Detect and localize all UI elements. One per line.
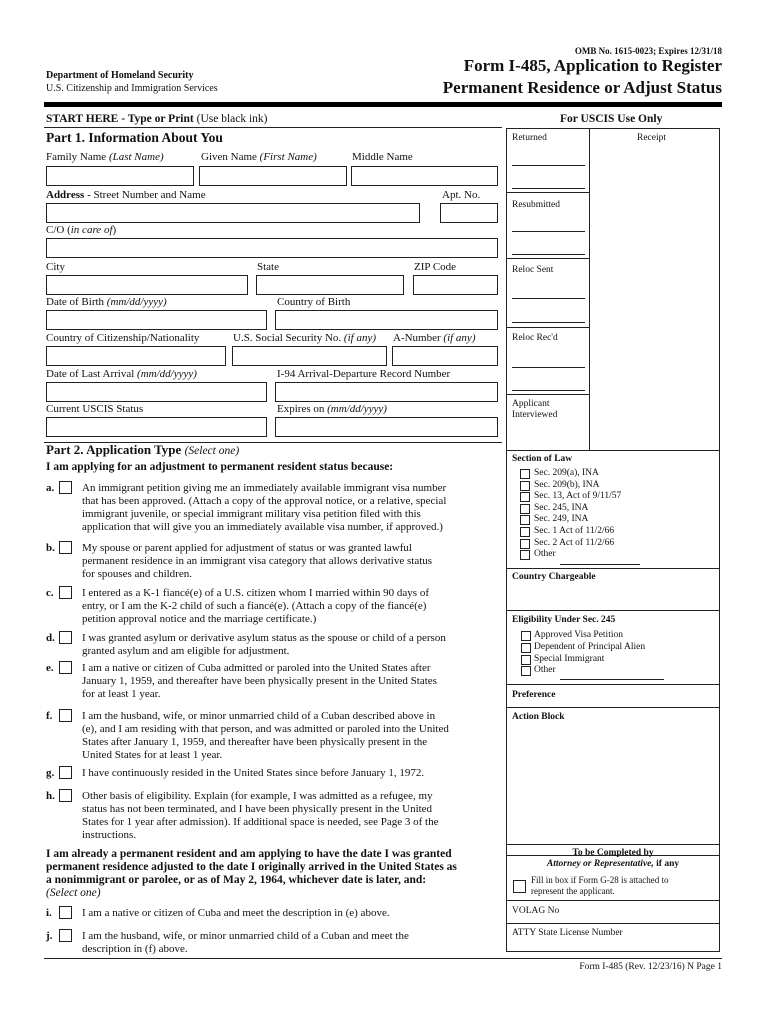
reloc-recd-line-1	[512, 367, 585, 368]
part2-select: (Select one)	[184, 445, 240, 457]
resubmitted-label: Resubmitted	[512, 200, 561, 210]
eligibility-checkbox[interactable]	[521, 643, 531, 653]
tbc-label: To be Completed by	[572, 848, 654, 858]
i94-field[interactable]	[275, 382, 498, 402]
elig-other-line	[560, 679, 664, 680]
section-label: Sec. 249, INA	[534, 514, 589, 525]
start-here-line	[46, 113, 268, 125]
citizenship-label: Country of Citizenship/Nationality	[46, 332, 200, 344]
section-label: Other	[534, 549, 556, 560]
family-name-label: Family Name (Last Name)	[46, 151, 164, 163]
option-text: I was granted asylum or derivative asylum status as the spouse or child of a person granted asylum and am eligible for adjustment.	[82, 632, 446, 657]
expires-field[interactable]	[275, 417, 498, 437]
eligibility-label: Other	[534, 665, 556, 676]
section-label: Sec. 209(b), INA	[534, 479, 600, 490]
status-field[interactable]	[46, 417, 267, 437]
part1-title: Part 1. Information About You	[46, 130, 223, 145]
eligibility-label: Special Immigrant	[534, 653, 605, 664]
option-a	[46, 482, 506, 542]
ssn-label: U.S. Social Security No. (if any)	[233, 332, 376, 344]
interviewed-label: Interviewed	[512, 410, 558, 420]
option-text: Other basis of eligibility. Explain (for example, I was admitted as a refugee, my status has not been terminated, and I have been physically present in the United States for 1 year after admission). If additional space is needed, see Page 3 of the instructions.	[82, 790, 439, 841]
dob-label: Date of Birth (mm/dd/yyyy)	[46, 296, 167, 308]
dob-field[interactable]	[46, 310, 267, 330]
i94-label: I-94 Arrival-Departure Record Number	[277, 368, 451, 380]
option-text: An immigrant petition giving me an immediately available immigrant visa number that has been approved. (Attach a copy of the approval notice, or a relative, special immigrant juvenile, or special immigrant military visa petition filed with this application that will give you an immediately available visa number, if approved.)	[82, 482, 447, 533]
care-of-field[interactable]	[46, 238, 498, 258]
reloc-sent-label: Reloc Sent	[512, 265, 554, 275]
action-block-label: Action Block	[512, 712, 565, 722]
zip-field[interactable]	[413, 275, 498, 295]
eligibility-checkbox[interactable]	[521, 655, 531, 665]
option-checkbox[interactable]	[59, 541, 72, 554]
section-checkbox[interactable]	[520, 469, 530, 479]
eligibility-label: Dependent of Principal Alien	[534, 641, 646, 652]
option-letter: j.	[46, 930, 53, 942]
section-checkbox[interactable]	[520, 515, 530, 525]
g28-checkbox[interactable]	[513, 880, 526, 893]
zip-label: ZIP Code	[414, 261, 457, 273]
option-letter: i.	[46, 907, 52, 919]
status-label: Current USCIS Status	[46, 403, 144, 415]
citizenship-field[interactable]	[46, 346, 226, 366]
atty-license-label: ATTY State License Number	[512, 928, 623, 938]
reloc-sent-line-1	[512, 298, 585, 299]
option-checkbox[interactable]	[59, 709, 72, 722]
option-checkbox[interactable]	[59, 661, 72, 674]
option-checkbox[interactable]	[59, 481, 72, 494]
receipt-divider	[589, 128, 590, 450]
returned-line-2	[512, 188, 585, 189]
header-rule	[44, 102, 722, 107]
start-here-note: (Use black ink)	[196, 113, 268, 125]
option-letter: b.	[46, 542, 55, 554]
sidebar-sep-2	[506, 258, 590, 259]
option-letter: g.	[46, 767, 55, 779]
section-checkbox[interactable]	[520, 539, 530, 549]
form-title-line-2: Permanent Residence or Adjust Status	[442, 78, 722, 97]
sidebar-sep-3	[506, 327, 590, 328]
attorney-label: Attorney or Representative, if any	[546, 859, 680, 869]
family-name-field[interactable]	[46, 166, 194, 186]
receipt-label: Receipt	[637, 133, 667, 143]
section-label: Sec. 13, Act of 9/11/57	[534, 491, 622, 502]
option-text: I have continuously resided in the United States since before January 1, 1972.	[82, 767, 425, 779]
part2-title-line	[46, 442, 239, 458]
option-checkbox[interactable]	[59, 766, 72, 779]
part2-intro: I am applying for an adjustment to permanent resident status because:	[46, 461, 394, 473]
part2-title: Part 2. Application Type	[46, 442, 182, 457]
omb-number: OMB No. 1615-0023; Expires 12/31/18	[574, 46, 722, 56]
given-name-field[interactable]	[199, 166, 347, 186]
already-pr-text: I am already a permanent resident and am applying to have the date I was granted permanent residence adjusted to the date I originally arrived in the United States as a nonimmigrant or parolee, or as of May 2, 1964, whichever date is later, and: (Select one)	[46, 848, 457, 899]
section-label: Sec. 209(a), INA	[534, 468, 599, 478]
option-checkbox[interactable]	[59, 586, 72, 599]
option-checkbox[interactable]	[59, 906, 72, 919]
form-title-line-1: Form I-485, Application to Register	[463, 56, 722, 75]
option-letter: e.	[46, 662, 54, 674]
sidebar-sep-8	[506, 684, 720, 685]
start-rule	[44, 127, 502, 128]
section-label: Sec. 2 Act of 11/2/66	[534, 537, 615, 548]
eligibility-checkbox[interactable]	[521, 631, 531, 641]
section-label: Sec. 245, INA	[534, 502, 589, 513]
middle-name-field[interactable]	[351, 166, 498, 186]
apt-label: Apt. No.	[442, 189, 481, 201]
agency-name: U.S. Citizenship and Immigration Services	[46, 83, 218, 94]
country-chargeable-label: Country Chargeable	[512, 572, 596, 582]
applicant-label: Applicant	[512, 399, 550, 409]
state-label: State	[257, 261, 279, 273]
sidebar-sep-7	[506, 610, 720, 611]
option-text: I entered as a K-1 fiancé(e) of a U.S. citizen whom I married within 90 days of entry, or I am the K-2 child of such a fiancé(e). (Attach a copy of the fiancé(e) petition approval notice and the marriage certificate.)	[82, 587, 429, 625]
last-arrival-field[interactable]	[46, 382, 267, 402]
reloc-recd-line-2	[512, 390, 585, 391]
cob-label: Country of Birth	[277, 296, 351, 308]
resub-line-1	[512, 231, 585, 232]
option-h	[46, 790, 506, 850]
anumber-field[interactable]	[392, 346, 498, 366]
option-checkbox[interactable]	[59, 929, 72, 942]
option-text: I am the husband, wife, or minor unmarried child of a Cuban described above in (e), and I am residing with that person, and was admitted or paroled into the United States after January 1, 1959, and thereafter have been physically present in the United States for at least 1 year.	[82, 710, 449, 761]
option-text: I am the husband, wife, or minor unmarried child of a Cuban and meet the description in (f) above.	[82, 930, 409, 955]
middle-name-label: Middle Name	[352, 151, 413, 163]
option-checkbox[interactable]	[59, 631, 72, 644]
section-checkbox[interactable]	[520, 492, 530, 502]
footer-rule	[44, 958, 722, 959]
address-label: Address - Street Number and Name	[46, 189, 206, 201]
city-field[interactable]	[46, 275, 248, 295]
eligibility-checkbox[interactable]	[521, 666, 531, 676]
sidebar-sep-9	[506, 707, 720, 708]
attorney-sep-1	[506, 900, 720, 901]
section-checkbox[interactable]	[520, 527, 530, 537]
sidebar-sep-5	[506, 450, 720, 451]
eligibility-title: Eligibility Under Sec. 245	[512, 615, 616, 625]
sidebar-sep-4	[506, 394, 590, 395]
option-j	[46, 930, 506, 960]
ssn-field[interactable]	[232, 346, 387, 366]
attorney-sep-2	[506, 923, 720, 924]
last-arrival-label: Date of Last Arrival (mm/dd/yyyy)	[46, 368, 197, 380]
option-letter: h.	[46, 790, 55, 802]
section-checkbox[interactable]	[520, 504, 530, 514]
sidebar-sep-6	[506, 568, 720, 569]
reloc-sent-line-2	[512, 322, 585, 323]
city-label: City	[46, 261, 65, 273]
section-checkbox[interactable]	[520, 481, 530, 491]
footer-text: Form I-485 (Rev. 12/23/16) N Page 1	[579, 962, 722, 972]
preference-label: Preference	[512, 690, 556, 700]
option-text: I am a native or citizen of Cuba admitted or paroled into the United States after January 1, 1959, and thereafter have been physically present in the United States for at least 1 year.	[82, 662, 437, 700]
g28-label-2: represent the applicant.	[531, 886, 615, 896]
option-f	[46, 710, 506, 770]
g28-label-1: Fill in box if Form G-28 is attached to	[531, 875, 669, 885]
section-other-line	[560, 564, 640, 565]
option-letter: a.	[46, 482, 55, 494]
cob-field[interactable]	[275, 310, 498, 330]
given-name-label: Given Name (First Name)	[201, 151, 317, 163]
eligibility-label: Approved Visa Petition	[534, 630, 623, 640]
department-name: Department of Homeland Security	[46, 70, 194, 81]
option-checkbox[interactable]	[59, 789, 72, 802]
care-of-label: C/O (in care of)	[46, 224, 117, 236]
sidebar-sep-1	[506, 192, 590, 193]
section-of-law-title: Section of Law	[512, 454, 573, 464]
option-text: I am a native or citizen of Cuba and meet the description in (e) above.	[82, 907, 390, 919]
start-here-label: START HERE - Type or Print	[46, 113, 194, 125]
expires-label: Expires on (mm/dd/yyyy)	[277, 403, 387, 415]
state-field[interactable]	[256, 275, 404, 295]
option-text: My spouse or parent applied for adjustment of status or was granted lawful permanent residence in an immigrant visa category that allows derivative status for spouses and children.	[82, 542, 433, 580]
volag-label: VOLAG No	[512, 906, 560, 916]
apt-field[interactable]	[440, 203, 498, 223]
resub-line-2	[512, 254, 585, 255]
address-field[interactable]	[46, 203, 420, 223]
uscis-use-only-title: For USCIS Use Only	[560, 113, 663, 125]
option-letter: d.	[46, 632, 55, 644]
option-letter: c.	[46, 587, 54, 599]
anumber-label: A-Number (if any)	[393, 332, 476, 344]
section-label: Sec. 1 Act of 11/2/66	[534, 526, 615, 536]
returned-line-1	[512, 165, 585, 166]
returned-label: Returned	[512, 133, 547, 143]
reloc-recd-label: Reloc Rec'd	[512, 333, 558, 343]
option-letter: f.	[46, 710, 53, 722]
section-checkbox[interactable]	[520, 550, 530, 560]
